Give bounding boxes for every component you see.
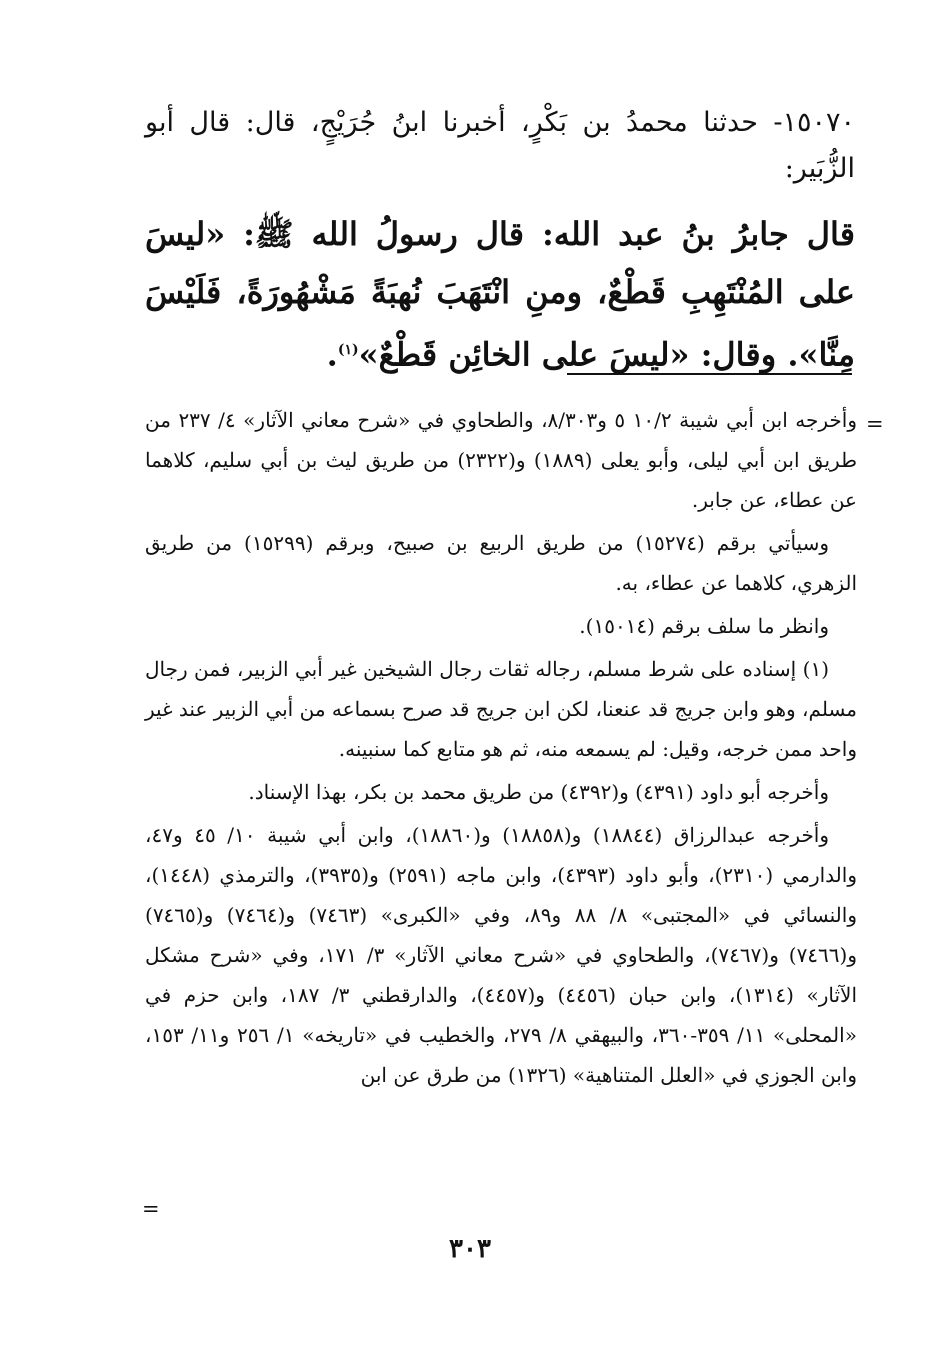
footnote-paragraph: وأخرجه عبدالرزاق (١٨٨٤٤) و(١٨٨٥٨) و(١٨٨٦٠)، وابن أبي شيبة ١٠/ ٤٥ و٤٧، والدارمي (٢٣١٠)، وأبو داود (٤٣٩٣)، وابن ماجه (٢٥٩١) و(٣٩٣٥)، والترمذي (١٤٤٨)، والنسائي في «المجتبى» ٨/ ٨٨ و٨٩، وفي «الكبرى» (٧٤٦٣) و(٧٤٦٤) و(٧٤٦٥) و(٧٤٦٦) و(٧٤٦٧)، والطحاوي في «شرح معاني الآثار» ٣/ ١٧١، وفي «شرح مشكل الآثار» (١٣١٤)، وابن حبان (٤٤٥٦) و(٤٤٥٧)، والدارقطني ٣/ ١٨٧، وابن حزم في «المحلى» ١١/ ٣٥٩-٣٦٠، والبيهقي ٨/ ٢٧٩، والخطيب في «تاريخه» ١/ ٢٥٦ و١١/ ١٥٣، وابن الجوزي في «العلل المتناهية» (١٣٢٦) من طرق عن ابن: [145, 823, 857, 1087]
footnotes-section: [145, 400, 857, 1098]
footnote-reference: (١): [337, 342, 359, 358]
continuation-mark-start: =: [866, 412, 884, 436]
footnote-paragraph: وسيأتي برقم (١٥٢٧٤) من طريق الربيع بن صبيح، وبرقم (١٥٢٩٩) من طريق الزهري، كلاهما عن عطاء، به.: [145, 531, 857, 595]
footnote-paragraph: وانظر ما سلف برقم (١٥٠١٤).: [579, 614, 829, 638]
footnote-divider: [567, 373, 852, 375]
footnote-paragraph: (١) إسناده على شرط مسلم، رجاله ثقات رجال الشيخين غير أبي الزبير، فمن رجال مسلم، وهو وابن جريج قد عنعنا، لكن ابن جريج قد صرح بسماعه من أبي الزبير عند غير واحد ممن خرجه، وقيل: لم يسمعه منه، ثم هو متابع كما سنبينه.: [145, 657, 857, 761]
hadith-end-period: .: [326, 335, 338, 374]
footnote-paragraph: وأخرجه أبو داود (٤٣٩١) و(٤٣٩٢) من طريق محمد بن بكر، بهذا الإسناد.: [248, 780, 829, 804]
hadith-matn-text: قال جابرُ بنُ عبد الله: قال رسولُ الله ﷺ: «ليسَ على المُنْتَهِبِ قَطْعٌ، ومنِ انْتَهَبَ نُهبَةً مَشْهُورَةً، فَلَيْسَ مِنَّا». وقال: «ليسَ على الخائِن قَطْعٌ»: [145, 215, 856, 374]
continuation-mark-end: =: [142, 1197, 160, 1221]
page-number: ٣٠٣: [449, 1234, 491, 1264]
hadith-isnad: ١٥٠٧٠- حدثنا محمدُ بن بَكْرٍ، أخبرنا ابنُ جُرَيْجٍ، قال: قال أبو الزُّبَير:: [145, 107, 855, 184]
hadith-matn: [145, 205, 855, 384]
footnote-paragraph: وأخرجه ابن أبي شيبة ١٠/٢ ٥ و٨/٣٠٣، والطحاوي في «شرح معاني الآثار» ٤/ ٢٣٧ من طريق ابن أبي ليلى، وأبو يعلى (١٨٨٩) و(٢٣٢٢) من طريق ليث بن أبي سليم، كلاهما عن عطاء، عن جابر.: [145, 408, 858, 512]
